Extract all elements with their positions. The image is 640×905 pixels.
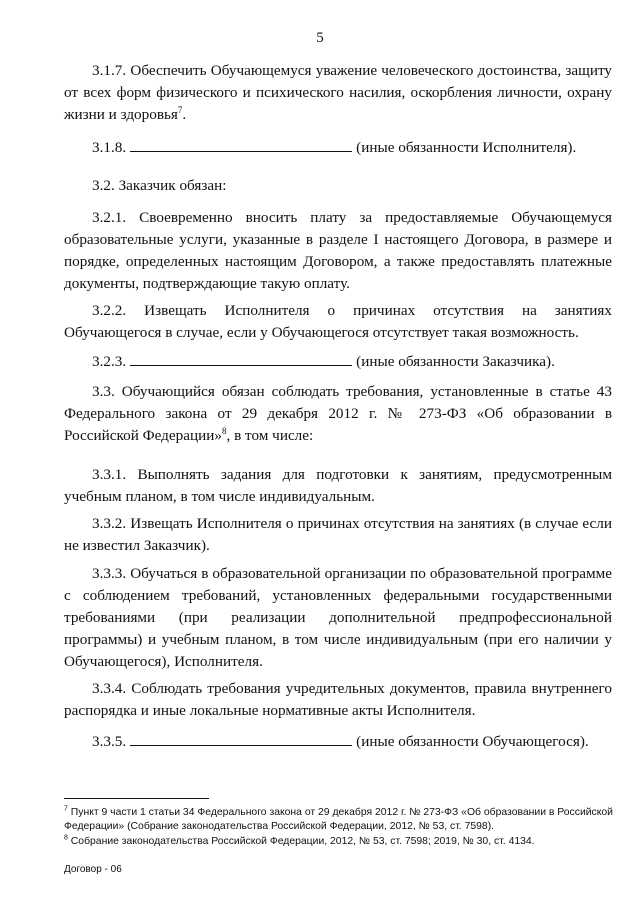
clause-3-1-7-text: 3.1.7. Обеспечить Обучающемуся уважение человеческого достоинства, защиту от всех форм физического и психического насилия, оскорбления личности, охрану жизни и здоровья (64, 62, 612, 123)
clause-3-2-3-text: (иные обязанности Заказчика). (356, 353, 555, 370)
clause-3-1-7: 3.1.7. Обеспечить Обучающемуся уважение человеческого достоинства, защиту от всех форм физического и психического насилия, оскорбления личности, охрану жизни и здоровья$^7$. (64, 62, 612, 123)
document-footer: Договор - 06 (64, 864, 122, 875)
footnote-7-mark: 7 (64, 805, 68, 813)
footnote-8-mark: 8 (64, 834, 68, 842)
clause-3-3-text: 3.3. Обучающийся обязан соблюдать требования, установленные в статье 43 Федерального закона от 29 декабря 2012 г. № 273-ФЗ «Об образовании в Российской Федерации» (64, 383, 612, 444)
footnote-separator (64, 798, 209, 799)
clause-3-2: 3.2. Заказчик обязан: (92, 177, 227, 194)
footnote-8-text: Собрание законодательства Российской Федерации, 2012, № 53, ст. 7598; 2019, № 30, ст. 4134. (70, 836, 535, 847)
clause-3-3 (64, 381, 612, 447)
clause-3-3-5 (64, 731, 612, 753)
clause-3-2-3-number: 3.2.3. (92, 353, 127, 370)
footnote-8 (64, 835, 616, 849)
clause-3-3-4: 3.3.4. Соблюдать требования учредительных документов, правила внутреннего распорядка и иные локальные нормативные акты Исполнителя. (64, 680, 612, 719)
footnote-ref-8: 8 (221, 425, 227, 436)
clause-3-2-3 (64, 351, 612, 373)
clause-3-2-2: 3.2.2. Извещать Исполнителя о причинах отсутствия на занятиях Обучающегося в случае, если у Обучающегося отсутствует такая возможность. (64, 302, 612, 341)
clause-3-3-tail: , в том числе: (226, 427, 314, 444)
blank-line-3-3-5 (130, 731, 352, 746)
blank-line-3-1-8 (130, 137, 352, 152)
page-number: 5 (316, 30, 324, 46)
clause-3-1-8 (64, 137, 612, 159)
footnote-ref-7: 7 (177, 104, 183, 115)
clause-3-3-2: 3.3.2. Извещать Исполнителя о причинах отсутствия на занятиях (в случае если не известил Заказчик). (64, 515, 612, 554)
clause-3-3-5-text: (иные обязанности Обучающегося). (356, 733, 589, 750)
blank-line-3-2-3 (130, 351, 352, 366)
clause-3-3-3: 3.3.3. Обучаться в образовательной организации по образовательной программе с соблюдением требований, установленных федеральными государственными требованиями (при реализации дополнительной предпрофессиональной программы) и учебным планом, в том числе индивидуальным (при его наличии у Обучающегося), Исполнителя. (64, 565, 612, 670)
footnote-7 (64, 806, 616, 834)
clause-3-1-8-number: 3.1.8. (92, 139, 127, 156)
footnote-7-text: Пункт 9 части 1 статьи 34 Федерального закона от 29 декабря 2012 г. № 273-ФЗ «Об образовании в Российской Федерации» (Собрание законодательства Российской Федерации, 2012, № 53, ст. 7598). (64, 807, 613, 832)
clause-3-3-5-number: 3.3.5. (92, 733, 127, 750)
clause-3-1-8-text: (иные обязанности Исполнителя). (356, 139, 577, 156)
clause-3-2-1: 3.2.1. Своевременно вносить плату за предоставляемые Обучающемуся образовательные услуги, указанные в разделе I настоящего Договора, в размере и порядке, определенных настоящим Договором, а также предоставлять платежные документы, подтверждающие такую оплату. (64, 209, 612, 292)
clause-3-3-1: 3.3.1. Выполнять задания для подготовки к занятиям, предусмотренным учебным планом, в том числе индивидуальным. (64, 466, 612, 505)
